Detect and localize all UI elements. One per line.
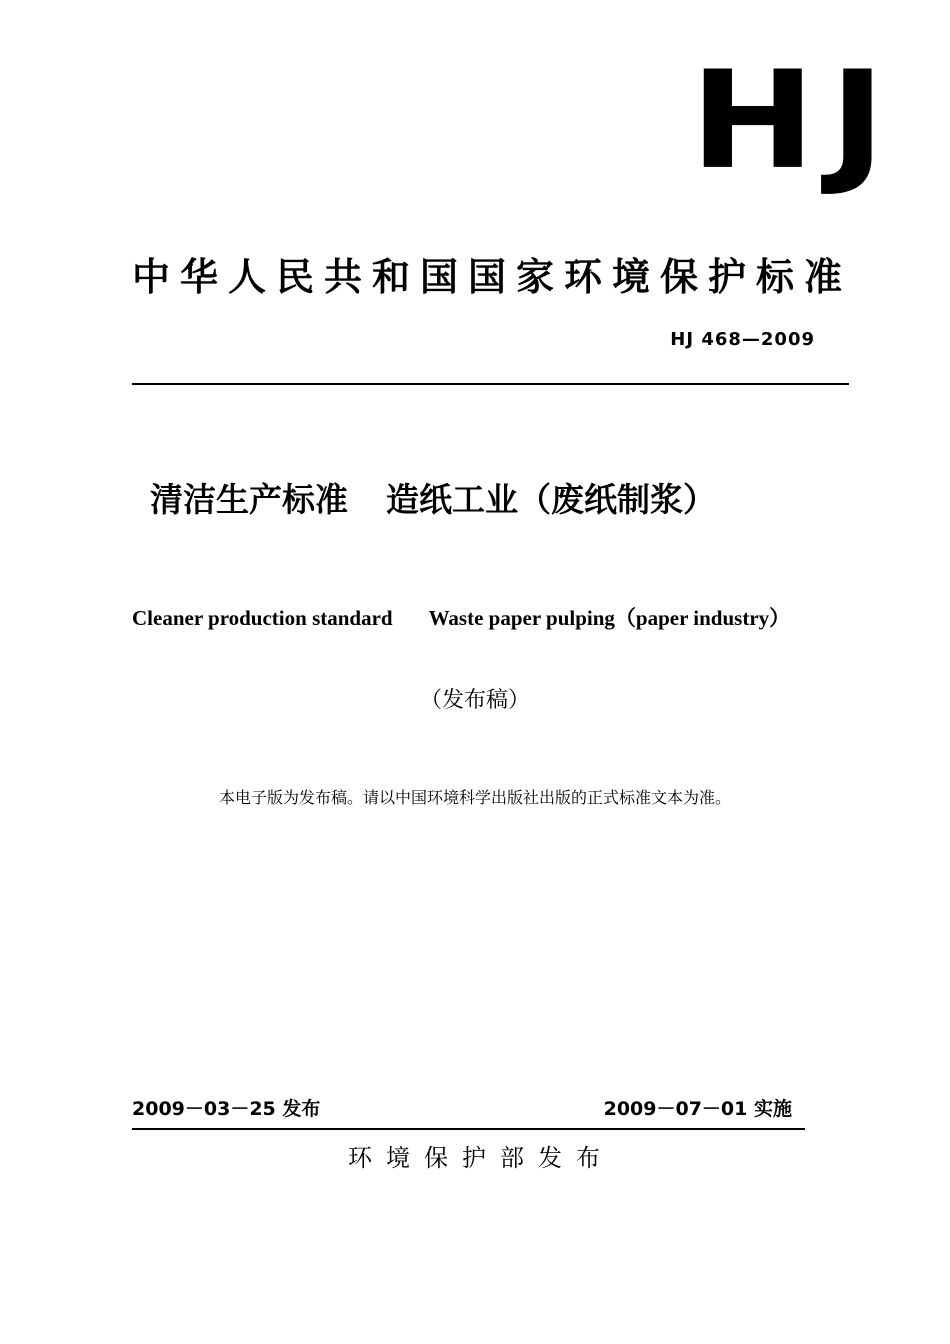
document-title-en-part1: Cleaner production standard: [132, 606, 393, 630]
document-title-en-part2: Waste paper pulping（paper industry）: [428, 606, 791, 630]
hj-logo: HJ: [690, 42, 900, 200]
document-status: （发布稿）: [419, 688, 530, 713]
publisher: 环境保护部发布: [348, 1144, 614, 1172]
document-title-cn-part1: 清洁生产标准: [150, 480, 348, 519]
standard-title: 中华人民共和国国家环境保护标准: [132, 255, 853, 299]
top-divider: [132, 383, 849, 385]
document-title-cn-part2: 造纸工业（废纸制浆）: [386, 480, 716, 519]
document-title-cn: [150, 478, 716, 522]
document-title-en: [132, 604, 790, 632]
edition-notice: 本电子版为发布稿。请以中国环境科学出版社出版的正式标准文本为准。: [218, 788, 731, 807]
issue-date: 2009－03－25 发布: [132, 1098, 321, 1120]
effective-date: 2009－07－01 实施: [603, 1098, 792, 1120]
bottom-divider: [132, 1128, 805, 1130]
standard-number: HJ 468—2009: [670, 329, 815, 350]
